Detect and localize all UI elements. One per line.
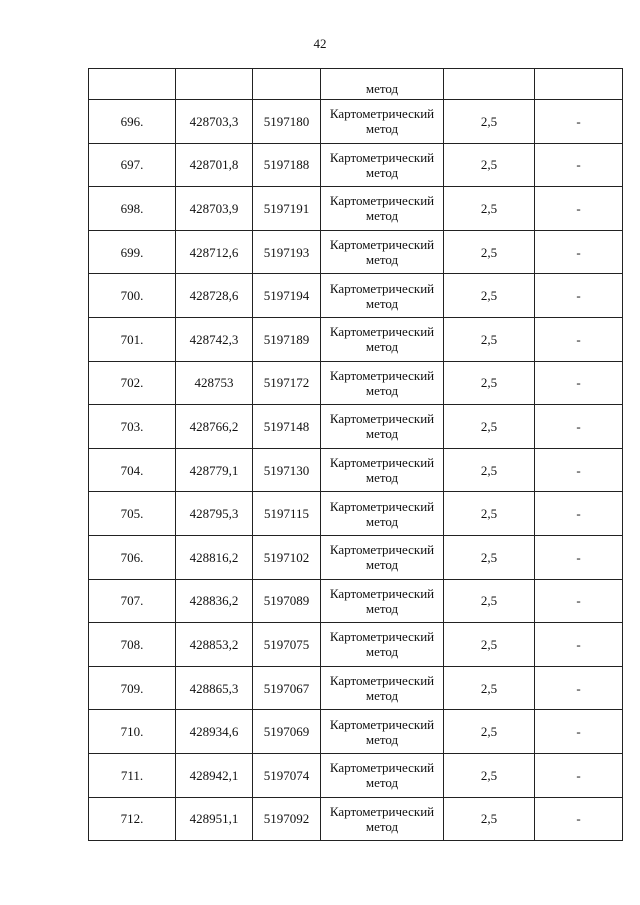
x-coordinate-cell: 428703,9 xyxy=(176,187,253,231)
y-coordinate-cell: 5197102 xyxy=(253,535,321,579)
method-cell xyxy=(321,143,444,187)
x-coordinate-cell: 428779,1 xyxy=(176,448,253,492)
point-number-cell: 700. xyxy=(89,274,176,318)
method-cell xyxy=(321,274,444,318)
precision-cell: 2,5 xyxy=(444,317,535,361)
method-line-2: метод xyxy=(365,644,399,660)
note-cell: - xyxy=(535,187,623,231)
table-row xyxy=(89,230,623,274)
x-coordinate-cell: 428951,1 xyxy=(176,797,253,841)
precision-cell: 2,5 xyxy=(444,753,535,797)
method-line-2: метод xyxy=(365,252,399,268)
x-coordinate-cell: 428942,1 xyxy=(176,753,253,797)
method-cell xyxy=(321,492,444,536)
method-line-2: метод xyxy=(365,295,399,311)
y-coordinate-cell: 5197089 xyxy=(253,579,321,623)
method-line-1: Картометрический xyxy=(329,106,435,122)
table-row xyxy=(89,100,623,144)
method-line-2: метод xyxy=(365,688,399,704)
empty-cell xyxy=(89,69,176,100)
point-number-cell: 697. xyxy=(89,143,176,187)
note-cell: - xyxy=(535,317,623,361)
note-cell: - xyxy=(535,230,623,274)
x-coordinate-cell: 428816,2 xyxy=(176,535,253,579)
table-row xyxy=(89,797,623,841)
method-line-1: Картометрический xyxy=(329,803,435,819)
method-line-1: Картометрический xyxy=(329,367,435,383)
y-coordinate-cell: 5197075 xyxy=(253,623,321,667)
method-line-1: Картометрический xyxy=(329,716,435,732)
page-number: 42 xyxy=(313,36,327,51)
table-row xyxy=(89,448,623,492)
method-cell xyxy=(321,230,444,274)
x-coordinate-cell: 428766,2 xyxy=(176,405,253,449)
y-coordinate-cell: 5197115 xyxy=(253,492,321,536)
empty-cell xyxy=(253,69,321,100)
point-number-cell: 707. xyxy=(89,579,176,623)
method-line-1: Картометрический xyxy=(329,280,435,296)
method-line-1: Картометрический xyxy=(329,542,435,558)
point-number-cell: 698. xyxy=(89,187,176,231)
y-coordinate-cell: 5197067 xyxy=(253,666,321,710)
precision-cell: 2,5 xyxy=(444,100,535,144)
note-cell: - xyxy=(535,753,623,797)
x-coordinate-cell: 428701,8 xyxy=(176,143,253,187)
y-coordinate-cell: 5197148 xyxy=(253,405,321,449)
y-coordinate-cell: 5197191 xyxy=(253,187,321,231)
method-cell xyxy=(321,405,444,449)
method-cell xyxy=(321,187,444,231)
y-coordinate-cell: 5197194 xyxy=(253,274,321,318)
precision-cell: 2,5 xyxy=(444,535,535,579)
method-line-1: Картометрический xyxy=(329,629,435,645)
point-number-cell: 709. xyxy=(89,666,176,710)
precision-cell: 2,5 xyxy=(444,187,535,231)
method-line-2: метод xyxy=(365,818,399,834)
y-coordinate-cell: 5197193 xyxy=(253,230,321,274)
precision-cell: 2,5 xyxy=(444,143,535,187)
coordinates-table-body xyxy=(89,69,623,841)
method-line-1: Картометрический xyxy=(329,149,435,165)
y-coordinate-cell: 5197188 xyxy=(253,143,321,187)
note-cell: - xyxy=(535,448,623,492)
method-line-2: метод xyxy=(365,164,399,180)
x-coordinate-cell: 428853,2 xyxy=(176,623,253,667)
y-coordinate-cell: 5197180 xyxy=(253,100,321,144)
precision-cell: 2,5 xyxy=(444,405,535,449)
y-coordinate-cell: 5197172 xyxy=(253,361,321,405)
method-cell xyxy=(321,666,444,710)
table-row xyxy=(89,317,623,361)
method-cell xyxy=(321,361,444,405)
method-line-1: Картометрический xyxy=(329,455,435,471)
precision-cell: 2,5 xyxy=(444,710,535,754)
note-cell: - xyxy=(535,535,623,579)
note-cell: - xyxy=(535,710,623,754)
x-coordinate-cell: 428703,3 xyxy=(176,100,253,144)
y-coordinate-cell: 5197092 xyxy=(253,797,321,841)
method-line-2: метод xyxy=(365,339,399,355)
point-number-cell: 710. xyxy=(89,710,176,754)
point-number-cell: 711. xyxy=(89,753,176,797)
method-cell xyxy=(321,317,444,361)
x-coordinate-cell: 428795,3 xyxy=(176,492,253,536)
continuation-method-cell: метод xyxy=(321,69,444,100)
x-coordinate-cell: 428753 xyxy=(176,361,253,405)
table-row xyxy=(89,579,623,623)
note-cell: - xyxy=(535,579,623,623)
method-line-2: метод xyxy=(365,121,399,137)
table-row xyxy=(89,143,623,187)
table-row xyxy=(89,274,623,318)
precision-cell: 2,5 xyxy=(444,666,535,710)
method-line-2: метод xyxy=(365,208,399,224)
note-cell: - xyxy=(535,492,623,536)
method-line-2: метод xyxy=(365,600,399,616)
point-number-cell: 705. xyxy=(89,492,176,536)
x-coordinate-cell: 428742,3 xyxy=(176,317,253,361)
method-cell xyxy=(321,579,444,623)
precision-cell: 2,5 xyxy=(444,492,535,536)
x-coordinate-cell: 428728,6 xyxy=(176,274,253,318)
point-number-cell: 701. xyxy=(89,317,176,361)
precision-cell: 2,5 xyxy=(444,274,535,318)
method-line-2: метод xyxy=(365,426,399,442)
method-line-2: метод xyxy=(365,382,399,398)
empty-cell xyxy=(535,69,623,100)
method-line-2: метод xyxy=(365,731,399,747)
y-coordinate-cell: 5197189 xyxy=(253,317,321,361)
y-coordinate-cell: 5197130 xyxy=(253,448,321,492)
table-row xyxy=(89,361,623,405)
precision-cell: 2,5 xyxy=(444,230,535,274)
method-cell xyxy=(321,797,444,841)
method-cell xyxy=(321,448,444,492)
point-number-cell: 712. xyxy=(89,797,176,841)
point-number-cell: 703. xyxy=(89,405,176,449)
y-coordinate-cell: 5197069 xyxy=(253,710,321,754)
x-coordinate-cell: 428836,2 xyxy=(176,579,253,623)
x-coordinate-cell: 428934,6 xyxy=(176,710,253,754)
method-cell xyxy=(321,710,444,754)
empty-cell xyxy=(444,69,535,100)
method-line-1: Картометрический xyxy=(329,673,435,689)
point-number-cell: 704. xyxy=(89,448,176,492)
table-row xyxy=(89,492,623,536)
empty-cell xyxy=(176,69,253,100)
method-cell xyxy=(321,623,444,667)
y-coordinate-cell: 5197074 xyxy=(253,753,321,797)
precision-cell: 2,5 xyxy=(444,361,535,405)
precision-cell: 2,5 xyxy=(444,579,535,623)
note-cell: - xyxy=(535,274,623,318)
note-cell: - xyxy=(535,405,623,449)
method-cell xyxy=(321,100,444,144)
method-line-2: метод xyxy=(365,513,399,529)
precision-cell: 2,5 xyxy=(444,797,535,841)
note-cell: - xyxy=(535,666,623,710)
method-cell xyxy=(321,535,444,579)
point-number-cell: 702. xyxy=(89,361,176,405)
note-cell: - xyxy=(535,797,623,841)
method-line-1: Картометрический xyxy=(329,760,435,776)
table-row xyxy=(89,710,623,754)
method-line-2: метод xyxy=(365,470,399,486)
point-number-cell: 699. xyxy=(89,230,176,274)
note-cell: - xyxy=(535,143,623,187)
method-cell xyxy=(321,753,444,797)
method-line-1: Картометрический xyxy=(329,193,435,209)
method-line-1: Картометрический xyxy=(329,237,435,253)
method-line-1: Картометрический xyxy=(329,411,435,427)
table-row xyxy=(89,187,623,231)
note-cell: - xyxy=(535,361,623,405)
method-line-2: метод xyxy=(365,557,399,573)
point-number-cell: 706. xyxy=(89,535,176,579)
method-line-1: Картометрический xyxy=(329,498,435,514)
table-row xyxy=(89,535,623,579)
table-row xyxy=(89,405,623,449)
note-cell: - xyxy=(535,100,623,144)
x-coordinate-cell: 428712,6 xyxy=(176,230,253,274)
table-row xyxy=(89,753,623,797)
continuation-row xyxy=(89,69,623,100)
point-number-cell: 708. xyxy=(89,623,176,667)
table-row xyxy=(89,623,623,667)
method-line-1: Картометрический xyxy=(329,324,435,340)
precision-cell: 2,5 xyxy=(444,623,535,667)
table-row xyxy=(89,666,623,710)
precision-cell: 2,5 xyxy=(444,448,535,492)
method-line-2: метод xyxy=(365,775,399,791)
x-coordinate-cell: 428865,3 xyxy=(176,666,253,710)
point-number-cell: 696. xyxy=(89,100,176,144)
note-cell: - xyxy=(535,623,623,667)
coordinates-table xyxy=(88,68,623,841)
method-line-1: Картометрический xyxy=(329,585,435,601)
